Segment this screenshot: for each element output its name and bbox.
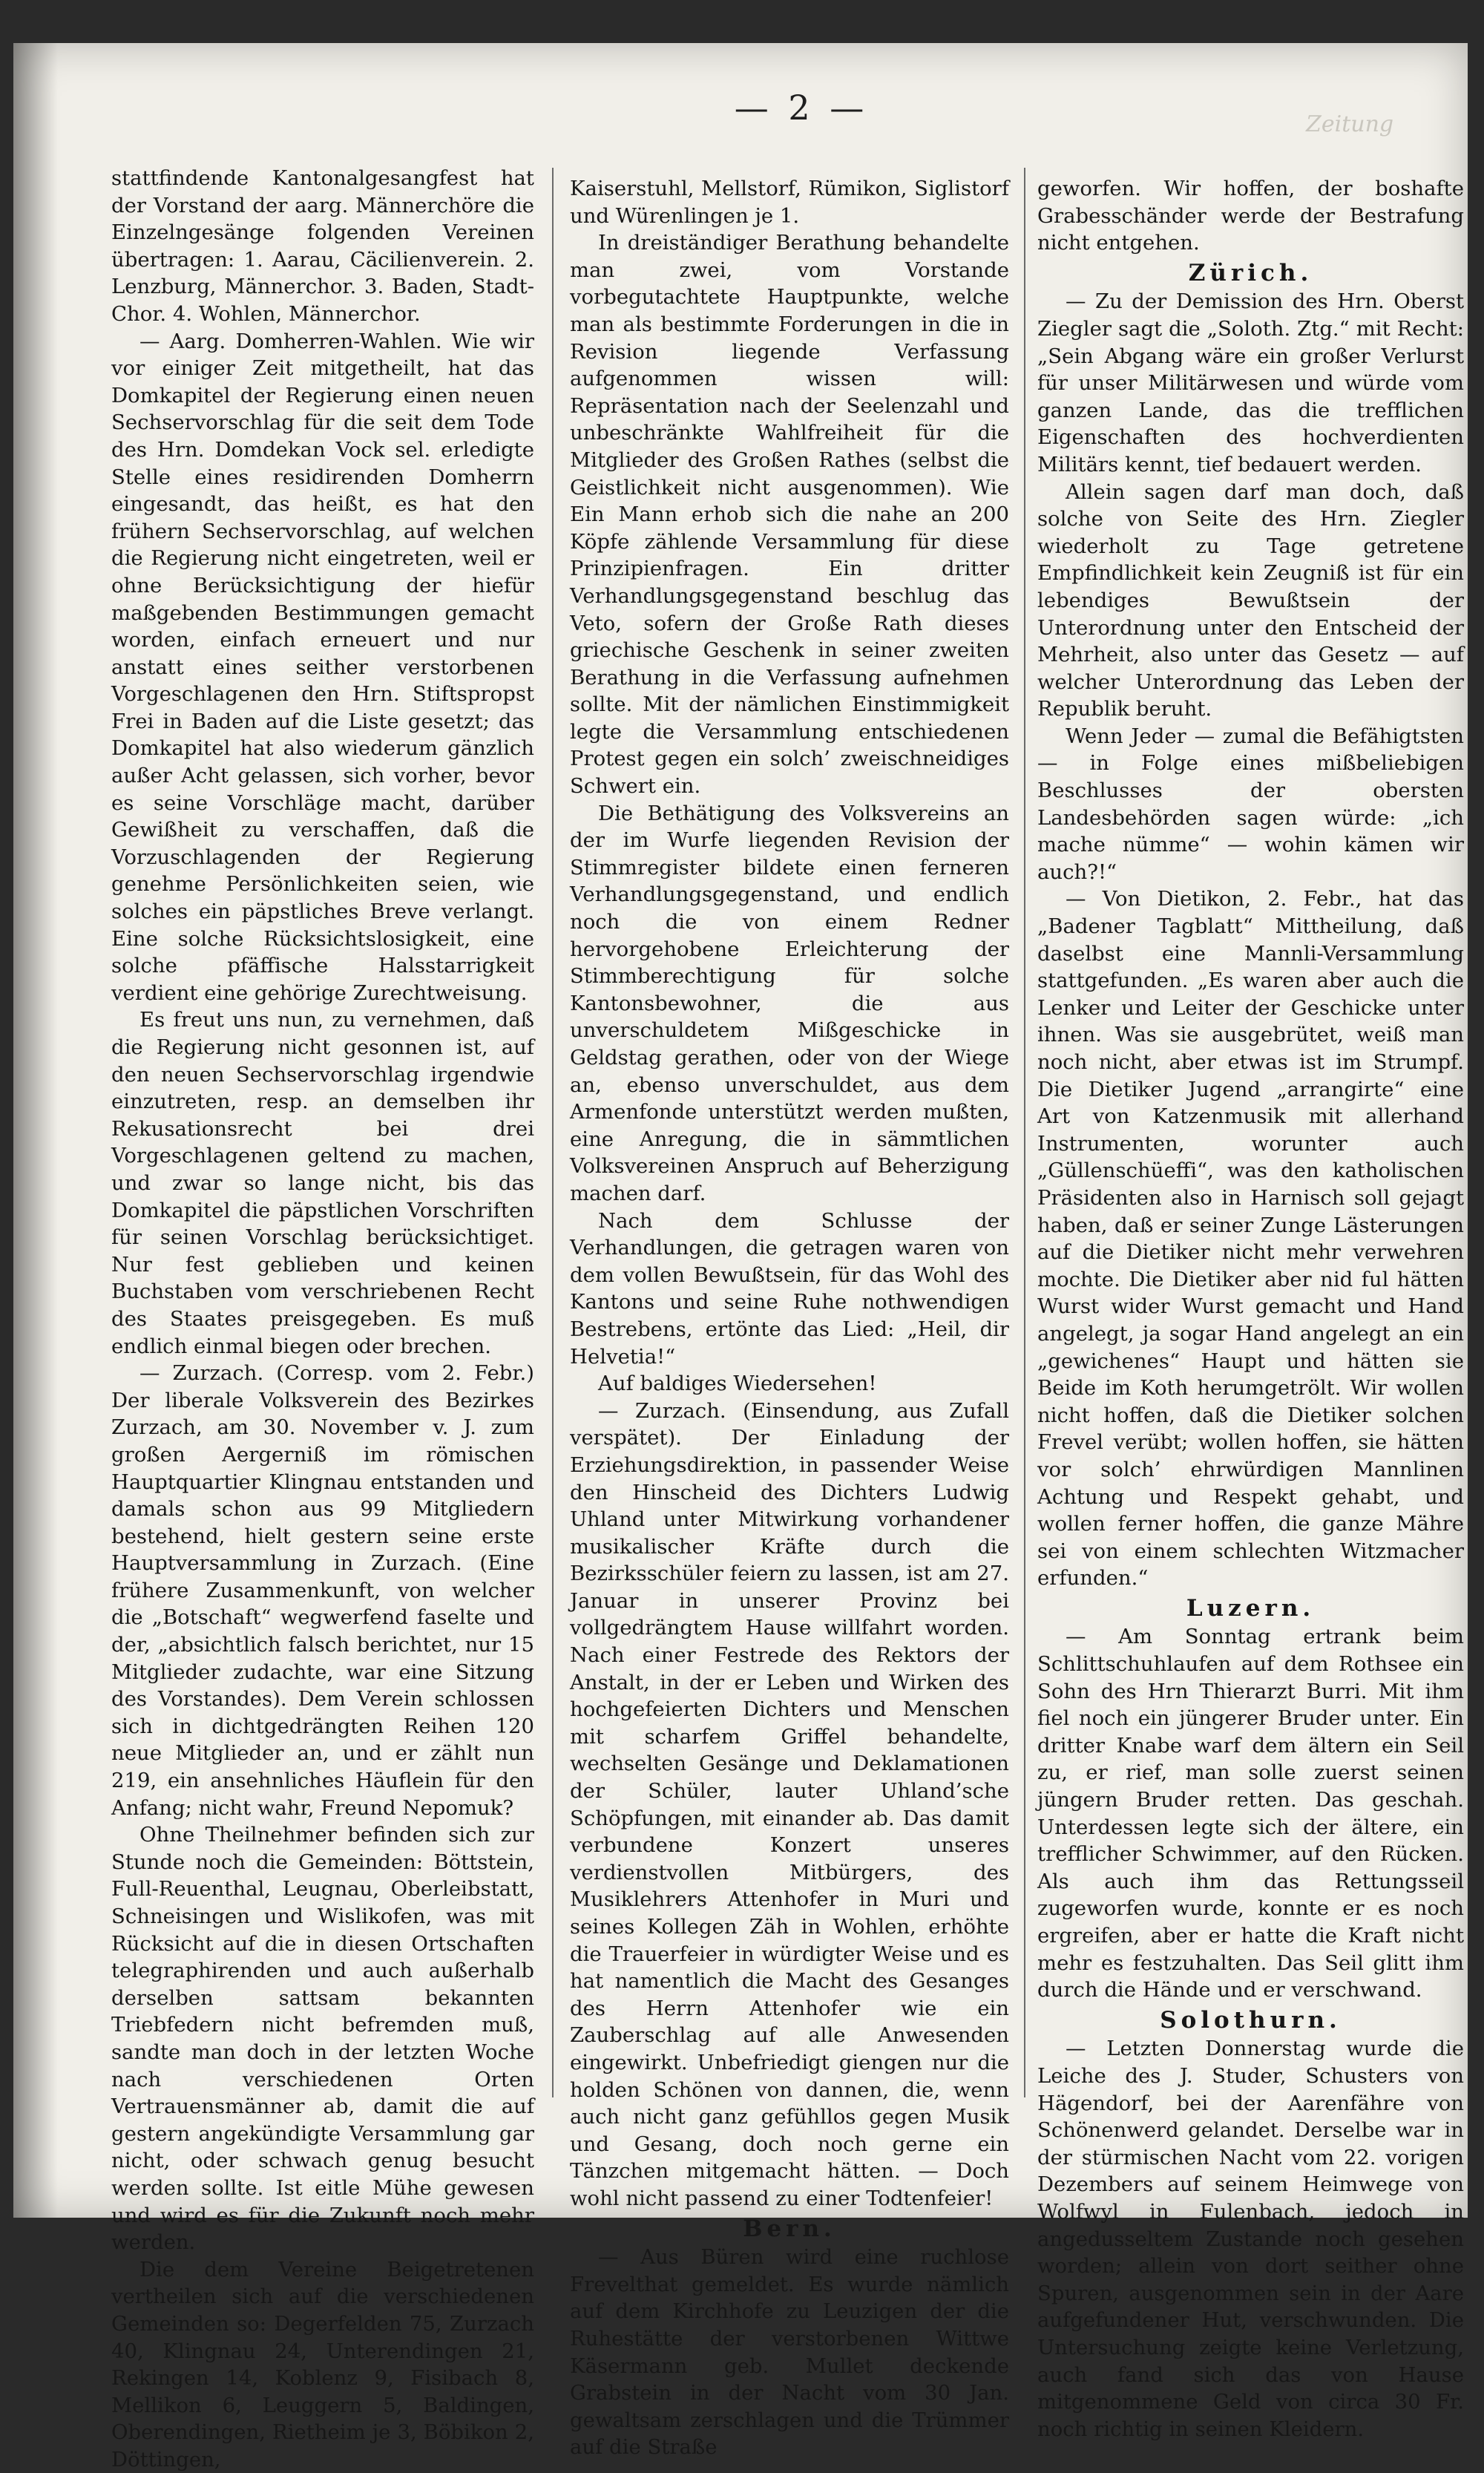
article-paragraph: In dreiständiger Berathung behandelte man zwei, vom Vorstande vorbegutachtete Hauptpunkte, welche man als bestimmte Forderungen in die in Revision liegende Verfassung aufgenommen wissen will: Repräsentation nach der Seelenzahl und unbeschränkte Wahlfreiheit für die Mitglieder des Großen Rathes (selbst die Geistlichkeit nicht ausgenommen). Wie Ein Mann erhob sich die nahe an 200 Köpfe zählende Versammlung für diese Prinzipienfragen. Ein dritter Verhandlungsgegenstand beschlug das Veto, sofern der Große Rath dieses griechische Geschenk in seiner zweiten Berathung in die Verfassung aufnehmen sollte. Mit der nämlichen Einstimmigkeit legte die Versammlung entschiedenen Protest gegen ein solch’ zweischneidiges Schwert ein. — [570, 231, 1009, 799]
article-paragraph: geworfen. Wir hoffen, der boshafte Grabesschänder werde der Bestrafung nicht entgehen. — [1037, 177, 1464, 255]
article-paragraph: — Aarg. Domherren-Wahlen. Wie wir vor einiger Zeit mitgetheilt, hat das Domkapitel der Regierung einen neuen Sechservorschlag für die seit dem Tode des Hrn. Domdekan Vock sel. erledigte Stelle eines residirenden Domherrn eingesandt, das heißt, es hat den frühern Sechservorschlag, auf welchen die Regierung nicht eingetreten, weil er ohne Berücksichtigung der hiefür maßgebenden Bestimmungen gemacht worden, einfach erneuert und nur anstatt eines seither verstorbenen Vorgeschlagenen den Hrn. Stiftspropst Frei in Baden auf die Liste gesetzt; das Domkapitel hat also wiederum gänzlich außer Acht gelassen, sich vorher, bevor es seine Vorschläge macht, darüber Gewißheit zu verschaffen, daß die Vorzuschlagenden der Regierung genehme Persönlichkeiten seien, wie solches ein päpstliches Breve verlangt. Eine solche Rücksichtslosigkeit, eine solche pfäffische Halsstarrigkeit verdient eine gehörige Zurechtweisung. — [111, 329, 534, 1005]
article-paragraph: Auf baldiges Wiedersehen! — [598, 1372, 877, 1396]
article-paragraph: Wenn Jeder — zumal die Befähigtsten — in Folge eines mißbeliebigen Beschlusses der obersten Landesbehörden sagen würde: „ich mache nümme“ — wohin kämen wir auch?!“ — [1037, 724, 1464, 884]
article-paragraph: stattfindende Kantonalgesangfest hat der Vorstand der aarg. Männerchöre die Einzelngesänge folgenden Vereinen übertragen: 1. Aarau, Cäcilienverein. 2. Lenzburg, Männerchor. 3. Baden, Stadt-Chor. 4. Wohlen, Männerchor. — [111, 166, 534, 326]
section-heading: Luzern. — [1186, 1594, 1316, 1622]
article-column-3 — [1037, 175, 1464, 2443]
article-paragraph: Ohne Theilnehmer befinden sich zur Stunde noch die Gemeinden: Böttstein, Full-Reuenthal, Leugnau, Oberleibstatt, Schneisingen und Wislikofen, was mit Rücksicht auf die in diesen Ortschaften telegraphirenden und auch außerhalb derselben sattsam bekannten Triebfedern nicht befremden muß, sandte man doch in der letzten Woche nach verschiedenen Orten Vertrauensmänner ab, damit die auf gestern angekündigte Versammlung gar nicht, oder schwach genug besucht werden sollte. Ist eitle Mühe gewesen und wird es für die Zukunft noch mehr werden. — [111, 1823, 534, 2255]
column-rule-1 — [552, 168, 554, 2097]
article-paragraph: — Letzten Donnerstag wurde die Leiche des J. Studer, Schusters von Hägendorf, bei der Aarenfähre von Schönenwerd gelandet. Derselbe war in der stürmischen Nacht vom 22. vorigen Dezembers auf seinem Heimwege von Wolfwyl in Fulenbach, jedoch in angedusseltem Zustande noch gesehen worden; allein von dort seither ohne Spuren, ausgenommen sein in der Aare aufgefundener Hut, verschwunden. Die Untersuchung zeigte keine Verletzung, auch fand sich das von Hause mitgenommene Geld von circa 30 Fr. noch richtig in seinen Kleidern. — [1037, 2037, 1464, 2441]
article-paragraph: — Aus Büren wird eine ruchlose Frevelthat gemeldet. Es wurde nämlich auf dem Kirchhofe zu Leuzigen der die Ruhestätte der verstorbenen Wittwe Käsermann geb. Mullet deckende Grabstein in der Nacht vom 30 Jan. gewaltsam zerschlagen und die Trümmer auf die Straße — [570, 2245, 1009, 2460]
page-edge-shadow — [13, 43, 58, 2218]
column-rule-2 — [1024, 168, 1025, 2097]
article-column-2 — [570, 175, 1009, 2461]
article-paragraph: — Von Dietikon, 2. Febr., hat das „Badener Tagblatt“ Mittheilung, daß daselbst eine Mannli-Versammlung stattgefunden. „Es waren aber auch die Lenker und Leiter der Geschicke unter ihnen. Was sie ausgebrütet, weiß man noch nicht, aber etwas ist im Strumpf. Die Dietiker Jugend „arrangirte“ eine Art von Katzenmusik mit allerhand Instrumenten, worunter auch „Güllenschüeffi“, was den katholischen Präsidenten also in Harnisch soll gejagt haben, daß er seiner Zunge Lästerungen auf die Dietiker nicht mehr verwehren mochte. Die Dietiker aber nid ful hätten Wurst wider Wurst gemacht und Hand angelegt, ja sogar Hand angelegt an ein „gewichenes“ Haupt und hätten sie Beide im Koth herumgetrölt. Wir wollen nicht hoffen, daß die Dietiker solchen Frevel verübt; wollen hoffen, sie hätten vor solch’ ehrwürdigen Mannlinen Achtung und Respekt gehabt, und wollen ferner hoffen, die ganze Mähre sei von einem schlechten Witzmacher erfunden.“ — [1037, 887, 1464, 1591]
section-heading: Zürich. — [1188, 259, 1313, 286]
article-paragraph: — Zurzach. (Einsendung, aus Zufall verspätet). Der Einladung der Erziehungsdirektion, in passender Weise den Hinscheid des Dichters Ludwig Uhland unter Mitwirkung vorhandener musikalischer Kräfte durch die Bezirksschüler feiern zu lassen, ist am 27. Januar in unserer Provinz bei vollgedrängtem Hause willfahrt worden. Nach einer Festrede des Rektors der Anstalt, in der er Leben und Wirken des hochgefeierten Dichters und Menschen mit scharfem Griffel behandelte, wechselten Gesänge und Deklamationen der Schüler, lauter Uhland’sche Schöpfungen, mit einander ab. Das damit verbundene Konzert unseres verdienstvollen Mitbürgers, des Musiklehrers Attenhofer in Muri und seines Kollegen Zäh in Wohlen, erhöhte die Trauerfeier in würdigter Weise und es hat namentlich die Macht des Gesanges des Herrn Attenhofer wie ein Zauberschlag auf alle Anwesenden eingewirkt. Unbefriedigt giengen nur die holden Schönen von dannen, die, wenn auch nicht ganz gefühllos gegen Musik und Gesang, doch noch gerne ein Tänzchen mitgemacht hätten. — Doch wohl nicht passend zu einer Todtenfeier! — [570, 1398, 1009, 2210]
bleed-through-header: Zeitung — [1306, 111, 1394, 137]
section-heading: Bern. — [743, 2215, 836, 2242]
article-paragraph: Es freut uns nun, zu vernehmen, daß die Regierung nicht gesonnen ist, auf den neuen Sechservorschlag irgendwie einzutreten, resp. an demselben ihr Rekusationsrecht bei drei Vorgeschlagenen geltend zu machen, und zwar so lange nicht, bis das Domkapitel die päpstlichen Vorschriften für seinen Vorschlag berücksichtiget. Nur fest geblieben und keinen Buchstaben vom verschriebenen Recht des Staates preisgegeben. Es muß endlich einmal biegen oder brechen. — [111, 1008, 534, 1358]
article-paragraph: Allein sagen darf man doch, daß solche von Seite des Hrn. Ziegler wiederholt zu Tage getretene Empfindlichkeit kein Zeugniß ist für ein lebendiges Bewußtsein der Unterordnung unter den Entscheid der Mehrheit, also unter das Gesetz — auf welcher Unterordnung das Leben der Republik beruht. — [1037, 479, 1464, 721]
article-paragraph: Die Bethätigung des Volksvereins an der im Wurfe liegenden Revision der Stimmregister bildete einen ferneren Verhandlungsgegenstand, und endlich noch die von einem Redner hervorgehobene Erleichterung der Stimmberechtigung für solche Kantonsbewohner, die aus unverschuldetem Mißgeschicke in Geldstag gerathen, oder von der Wiege an, ebenso unverschuldet, aus dem Armenfonde unterstützt werden mußten, eine Anregung, die in sämmtlichen Volksvereinen Anspruch auf Beherzigung machen darf. — [570, 801, 1009, 1205]
article-paragraph: Kaiserstuhl, Mellstorf, Rümikon, Siglistorf und Würenlingen je 1. — [570, 177, 1009, 228]
section-heading: Solothurn. — [1160, 2006, 1342, 2034]
article-paragraph: — Zurzach. (Corresp. vom 2. Febr.) Der liberale Volksverein des Bezirkes Zurzach, am 30. November v. J. zum großen Aergerniß im römischen Hauptquartier Klingnau entstanden und damals schon aus 99 Mitgliedern bestehend, hielt gestern seine erste Hauptversammlung in Zurzach. (Eine frühere Zusammenkunft, von welcher die „Botschaft“ wegwerfend faselte und der, „absichtlich falsch berichtet, nur 15 Mitglieder zudachte, war eine Sitzung des Vorstandes). Dem Verein schlossen sich in dichtgedrängten Reihen 120 neue Mitglieder an, und er zählt nun 219, ein ansehnliches Häuflein für den Anfang; nicht wahr, Freund Nepomuk? — [111, 1361, 534, 1820]
article-column-1 — [111, 165, 534, 2473]
article-paragraph: — Zu der Demission des Hrn. Oberst Ziegler sagt die „Soloth. Ztg.“ mit Recht: „Sein Abgang wäre ein großer Verlurst für unser Militärwesen und würde vom ganzen Lande, das die trefflichen Eigenschaften des hochverdienten Militärs kennt, tief bedauert werden. — [1037, 289, 1464, 476]
article-paragraph: Die dem Vereine Beigetretenen vertheilen sich auf die verschiedenen Gemeinden so: Degerfelden 75, Zurzach 40, Klingnau 24, Unterendingen 21, Rekingen 14, Koblenz 9, Fisibach 8, Mellikon 6, Leuggern 5, Baldingen, Oberendingen, Rietheim je 3, Böbikon 2, Döttingen, — [111, 2257, 534, 2472]
article-paragraph: — Am Sonntag ertrank beim Schlittschuhlaufen auf dem Rothsee ein Sohn des Hrn Thierarzt Burri. Mit ihm fiel noch ein jüngerer Bruder unter. Ein dritter Knabe warf dem ältern ein Seil zu, er rief, man solle zuerst seinen jüngern Bruder retten. Das geschah. Unterdessen legte sich der ältere, ein trefflicher Schwimmer, auf den Rücken. Als auch ihm das Rettungsseil zugeworfen wurde, konnte er es noch ergreifen, aber er hatte die Kraft nicht mehr es festzuhalten. Das Seil glitt ihm durch die Hände und er verschwand. — [1037, 1625, 1464, 2002]
page-number: — 2 — — [734, 88, 869, 128]
article-paragraph: Nach dem Schlusse der Verhandlungen, die getragen waren von dem vollen Bewußtsein, für das Wohl des Kantons und seine Ruhe nothwendigen Bestrebens, ertönte das Lied: „Heil, dir Helvetia!“ — [570, 1208, 1009, 1369]
